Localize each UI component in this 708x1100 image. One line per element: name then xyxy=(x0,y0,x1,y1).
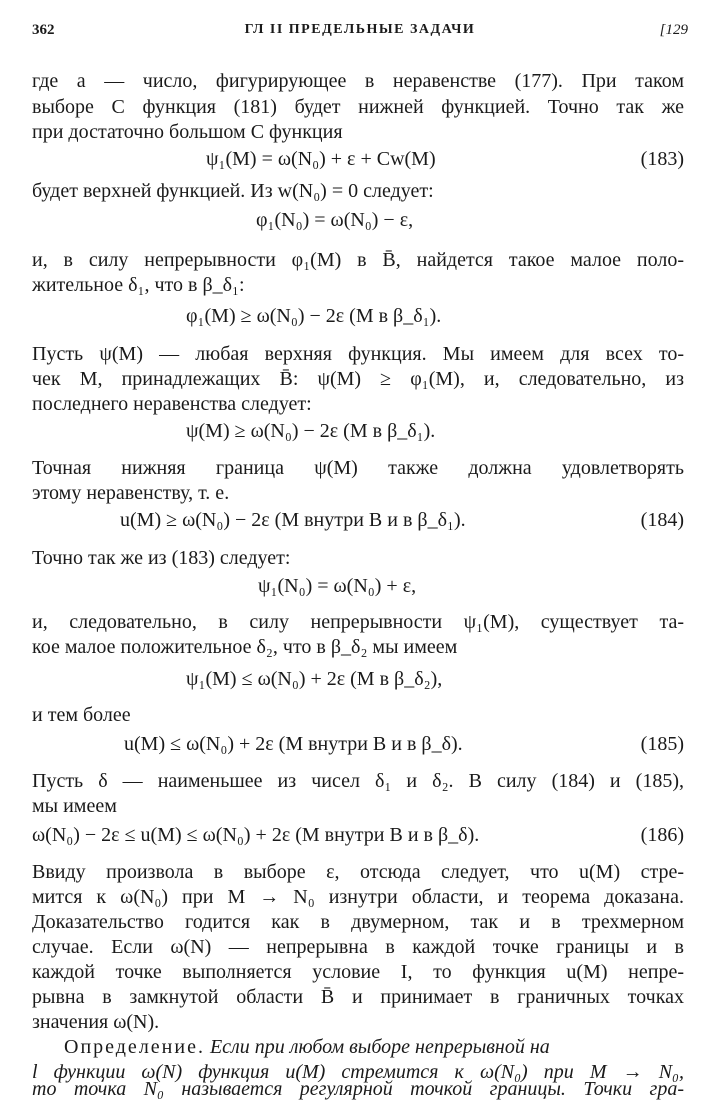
equation-psi-inequality xyxy=(32,418,684,444)
text-line: кое малое положительное δ₂, что в β_δ₂ мы имеем xyxy=(32,636,458,658)
equation-185 xyxy=(32,731,684,757)
equation-formula: ω(N₀) − 2ε ≤ u(M) ≤ ω(N₀) + 2ε (M внутри B и в β_δ). xyxy=(32,824,480,846)
running-title: ГЛ II ПРЕДЕЛЬНЫЕ ЗАДАЧИ xyxy=(244,22,476,37)
text-line: значения ω(N). xyxy=(32,1011,160,1033)
equation-183 xyxy=(32,146,684,172)
text-line: Точно так же из (183) следует: xyxy=(32,547,291,569)
equation-number: (185) xyxy=(640,733,684,755)
equation-formula: ψ(M) ≥ ω(N₀) − 2ε (M в β_δ₁). xyxy=(186,420,436,442)
equation-formula: φ₁(M) ≥ ω(N₀) − 2ε (M в β_δ₁). xyxy=(186,305,442,327)
definition-term: Определение. xyxy=(64,1036,205,1058)
equation-formula: ψ₁(M) ≤ ω(N₀) + 2ε (M в β_δ₂), xyxy=(186,668,443,690)
text-line: и тем более xyxy=(32,704,131,726)
text-line: каждой точке выполняется условие I, то функция u(M) непре- xyxy=(32,961,684,983)
text-line: Пусть ψ(M) — любая верхняя функция. Мы имеем для всех то- xyxy=(32,343,684,365)
page-number: 362 xyxy=(32,22,55,38)
equation-formula: u(M) ≤ ω(N₀) + 2ε (M внутри B и в β_δ). xyxy=(124,733,463,755)
text-line: чек M, принадлежащих B̄: ψ(M) ≥ φ₁(M), и, следовательно, из xyxy=(32,368,684,390)
page-header xyxy=(32,22,688,48)
equation-number: (183) xyxy=(640,148,684,170)
text-line: Ввиду произвола в выборе ε, отсюда следует, что u(M) стре- xyxy=(32,861,684,883)
text-line: при достаточно большом C функция xyxy=(32,121,343,143)
text-line: где a — число, фигурирующее в неравенстве (177). При таком xyxy=(32,70,684,92)
definition-text: Если при любом выборе непрерывной на xyxy=(204,1036,550,1058)
text-line: жительное δ₁, что в β_δ₁: xyxy=(32,274,245,296)
equation-phi-inequality xyxy=(32,303,684,329)
definition-line xyxy=(64,1034,684,1060)
text-line: этому неравенству, т. е. xyxy=(32,482,230,504)
equation-formula: u(M) ≥ ω(N₀) − 2ε (M внутри B и в β_δ₁). xyxy=(120,509,466,531)
equation-phi xyxy=(32,207,684,233)
equation-formula: ψ₁(N₀) = ω(N₀) + ε, xyxy=(258,575,417,597)
equation-number: (186) xyxy=(640,824,684,846)
section-code: [129 xyxy=(659,22,688,38)
text-line: Точная нижняя граница ψ(M) также должна удовлетворять xyxy=(32,457,684,479)
equation-formula: ψ₁(M) = ω(N₀) + ε + Cw(M) xyxy=(206,148,436,170)
text-line: l функции ω(N) функция u(M) стремится к ω(N₀) при M → N₀, xyxy=(32,1061,684,1083)
text-line: выборе C функция (181) будет нижней функцией. Точно так же xyxy=(32,96,684,118)
text-line: Доказательство годится как в двумерном, так и в трехмерном xyxy=(32,911,684,933)
text-line: последнего неравенства следует: xyxy=(32,393,312,415)
text-line: рывна в замкнутой области B̄ и принимает в граничных точках xyxy=(32,986,684,1008)
text-line: случае. Если ω(N) — непрерывна в каждой точке границы и в xyxy=(32,936,684,958)
equation-psi1-inequality xyxy=(32,666,684,692)
text-line: Пусть δ — наименьшее из чисел δ₁ и δ₂. В силу (184) и (185), xyxy=(32,770,684,792)
text-line: и, в силу непрерывности φ₁(M) в B̄, найдется такое малое поло- xyxy=(32,249,684,271)
text-line: мится к ω(N₀) при M → N₀ изнутри области, и теорема доказана. xyxy=(32,886,684,908)
equation-number: (184) xyxy=(640,509,684,531)
text-line: и, следовательно, в силу непрерывности ψ₁(M), существует та- xyxy=(32,611,684,633)
text-line: будет верхней функцией. Из w(N₀) = 0 следует: xyxy=(32,180,434,202)
equation-184 xyxy=(32,507,684,533)
equation-formula: φ₁(N₀) = ω(N₀) − ε, xyxy=(256,209,414,231)
equation-186 xyxy=(32,822,684,848)
equation-psi1 xyxy=(32,573,684,599)
text-line: мы имеем xyxy=(32,795,117,817)
text-line: то точка N₀ называется регулярной точкой границы. Точки гра- xyxy=(32,1078,684,1100)
